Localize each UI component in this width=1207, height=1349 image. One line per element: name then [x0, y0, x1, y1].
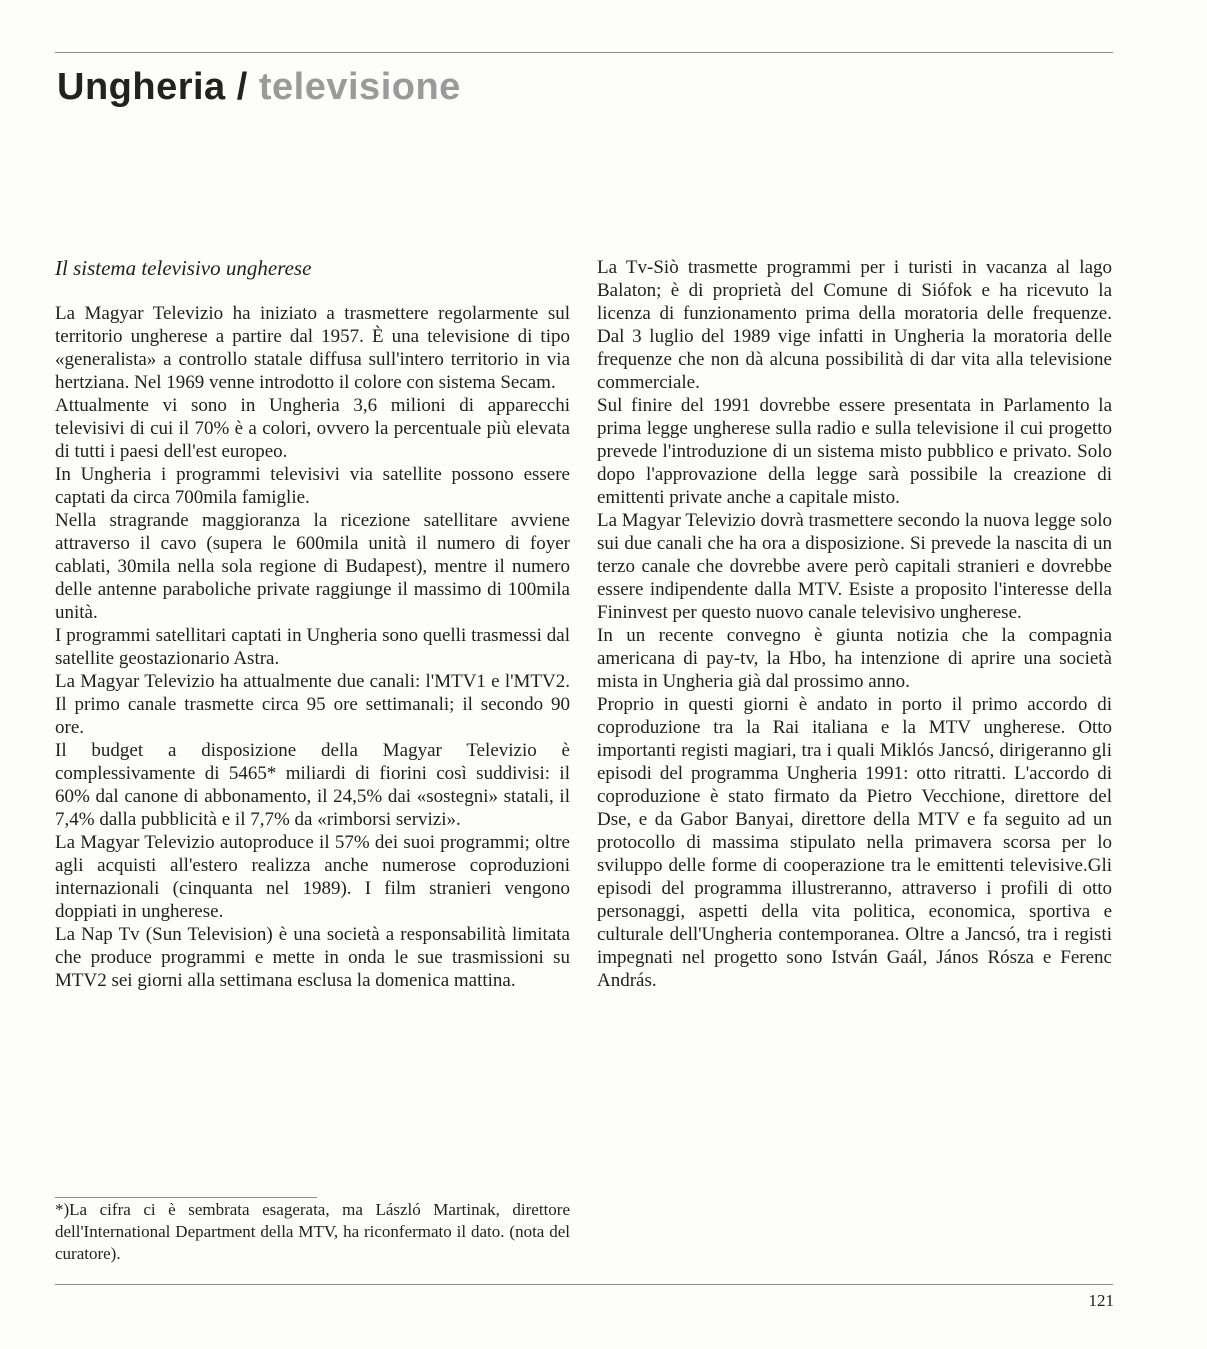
paragraph: In un recente convegno è giunta notizia che la compagnia americana di pay-tv, la Hbo, ha intenzione di aprire una società mista in Ungheria già dal prossimo anno. — [597, 625, 1112, 692]
section-title: Il sistema televisivo ungherese — [55, 256, 312, 280]
left-column — [55, 256, 570, 992]
paragraph: Nella stragrande maggioranza la ricezione satellitare avviene attraverso il cavo (supera le 600mila unità il numero di foyer cablati, 30mila nella sola regione di Budapest), mentre il numero delle antenne paraboliche private raggiunge il massimo di 100mila unità. — [55, 510, 570, 623]
footnote-rule — [55, 1197, 317, 1198]
heading-topic: televisione — [258, 66, 461, 108]
paragraph: In Ungheria i programmi televisivi via satellite possono essere captati da circa 700mila famiglie. — [55, 464, 570, 508]
paragraph: La Magyar Televizio dovrà trasmettere secondo la nuova legge solo sui due canali che ha ora a disposizione. Si prevede la nascita di un terzo canale che dovrebbe avere però capitali stranieri e dovrebbe essere indipendente dalla MTV. Esiste a proposito l'interesse della Fininvest per questo nuovo canale televisivo ungherese. — [597, 510, 1112, 623]
paragraph: Sul finire del 1991 dovrebbe essere presentata in Parlamento la prima legge ungherese sulla radio e sulla televisione il cui progetto prevede l'introduzione di un sistema misto pubblico e privato. Solo dopo l'approvazione della legge sarà possibile la creazione di emittenti private anche a capitale misto. — [597, 395, 1112, 508]
paragraph: La Magyar Televizio ha attualmente due canali: l'MTV1 e l'MTV2. Il primo canale trasmette circa 95 ore settimanali; il secondo 90 ore. — [55, 671, 570, 738]
page-number: 121 — [1088, 1291, 1114, 1310]
paragraph: La Magyar Televizio autoproduce il 57% dei suoi programmi; oltre agli acquisti all'estero realizza anche numerose coproduzioni internazionali (cinquanta nel 1989). I film stranieri vengono doppiati in ungherese. — [55, 832, 570, 922]
paragraph: Attualmente vi sono in Ungheria 3,6 milioni di apparecchi televisivi di cui il 70% è a colori, ovvero la percentuale più elevata di tutti i paesi dell'est europeo. — [55, 395, 570, 462]
heading-separator: / — [225, 66, 259, 108]
top-rule — [55, 52, 1113, 53]
right-column — [597, 256, 1112, 992]
page-heading — [57, 68, 461, 106]
paragraph: La Tv-Siò trasmette programmi per i turisti in vacanza al lago Balaton; è di proprietà del Comune di Siófok e ha ricevuto la licenza di funzionamento prima della moratoria delle frequenze. Dal 3 luglio del 1989 vige infatti in Ungheria la moratoria delle frequenze che non dà alcuna possibilità di dar vita alla televisione commerciale. — [597, 257, 1112, 393]
paragraph: I programmi satellitari captati in Ungheria sono quelli trasmessi dal satellite geostazionario Astra. — [55, 625, 570, 669]
paragraph: Proprio in questi giorni è andato in porto il primo accordo di coproduzione tra la Rai italiana e la MTV ungherese. Otto importanti registi magiari, tra i quali Miklós Jancsó, dirigeranno gli episodi del programma Ungheria 1991: otto ritratti. L'accordo di coproduzione è stato firmato da Pietro Vecchione, direttore del Dse, e da Gabor Banyai, direttore della MTV e fa seguito ad un protocollo di massima stipulato nella primavera scorsa per lo sviluppo delle forme di cooperazione tra le emittenti televisive.Gli episodi del programma illustreranno, attraverso i profili di otto personaggi, aspetti della vita politica, economica, sportiva e culturale dell'Ungheria contemporanea. Oltre a Jancsó, tra i registi impegnati nel progetto sono István Gaál, János Rósza e Ferenc András. — [597, 694, 1112, 991]
paragraph: La Nap Tv (Sun Television) è una società a responsabilità limitata che produce programmi e mette in onda le sue trasmissioni su MTV2 sei giorni alla settimana esclusa la domenica mattina. — [55, 924, 570, 991]
paragraph: Il budget a disposizione della Magyar Televizio è complessivamente di 5465* miliardi di fiorini così suddivisi: il 60% dal canone di abbonamento, il 24,5% dai «sostegni» statali, il 7,4% dalla pubblicità e il 7,7% da «rimborsi servizi». — [55, 740, 570, 830]
heading-country: Ungheria — [57, 66, 226, 108]
paragraph: La Magyar Televizio ha iniziato a trasmettere regolarmente sul territorio ungherese a partire dal 1957. È una televisione di tipo «generalista» a controllo statale diffusa sull'intero territorio in via hertziana. Nel 1969 venne introdotto il colore con sistema Secam. — [55, 303, 570, 393]
bottom-rule — [55, 1284, 1113, 1285]
footnote: *)La cifra ci è sembrata esagerata, ma László Martinak, direttore dell'International Department della MTV, ha riconfermato il dato. (nota del curatore). — [55, 1200, 570, 1263]
